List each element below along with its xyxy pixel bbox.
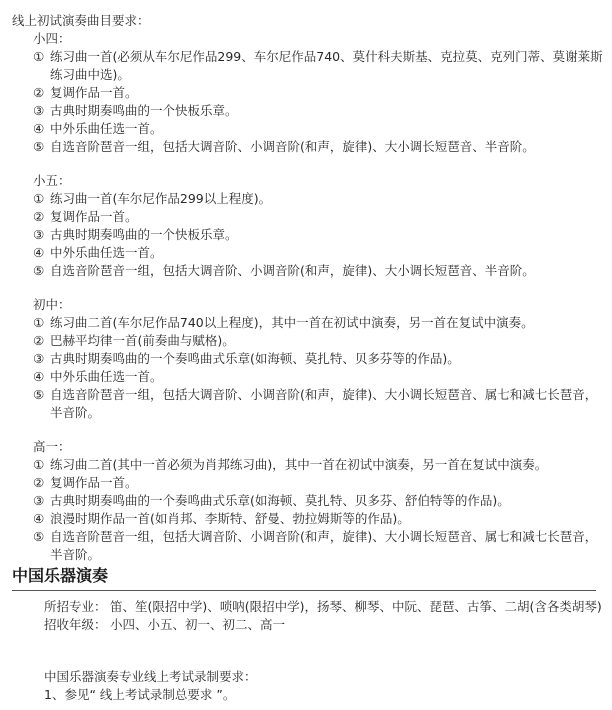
group-title: 小四： — [33, 31, 71, 46]
major-value: 笛、笙(限招中学)、唢呐(限招中学)，扬琴、柳琴、中阮、琵琶、古筝、二胡(含各类胡琴) — [110, 599, 602, 614]
item-text: 巴赫平均律一首(前奏曲与赋格)。 — [50, 333, 235, 348]
grade-group-xiaosi — [33, 30, 603, 156]
list-item — [33, 244, 603, 262]
item-number: ② — [33, 475, 45, 490]
grade-label: 招收年级： — [44, 617, 107, 632]
list-item — [33, 48, 603, 84]
grade-group-chuzhong — [33, 296, 603, 422]
item-text: 练习曲一首(车尔尼作品299以上程度)。 — [50, 191, 272, 206]
list-item — [33, 386, 603, 422]
list-item — [33, 528, 603, 564]
intro-heading: 线上初试演奏曲目要求： — [12, 13, 150, 28]
major-label: 所招专业： — [44, 599, 107, 614]
list-item — [33, 84, 603, 102]
recording-note — [44, 668, 604, 704]
item-number: ④ — [33, 245, 45, 260]
item-number: ④ — [33, 369, 45, 384]
note-item: 1、参见“ 线上考试录制总要求 ”。 — [44, 687, 236, 702]
group-title: 高一： — [33, 439, 71, 454]
list-item — [33, 120, 603, 138]
list-item — [33, 350, 603, 368]
section-heading: 中国乐器演奏 — [12, 566, 596, 591]
item-number: ③ — [33, 493, 45, 508]
item-number: ① — [33, 191, 45, 206]
item-text: 古典时期奏鸣曲的一个奏鸣曲式乐章(如海顿、莫扎特、贝多芬等的作品)。 — [50, 351, 460, 366]
major-row — [44, 598, 604, 616]
item-number: ② — [33, 209, 45, 224]
item-number: ④ — [33, 511, 45, 526]
list-item — [33, 510, 603, 528]
list-item — [33, 332, 603, 350]
item-text: 古典时期奏鸣曲的一个快板乐章。 — [50, 103, 238, 118]
item-text: 练习曲二首(车尔尼作品740以上程度)，其中一首在初试中演奏，另一首在复试中演奏。 — [50, 315, 534, 330]
item-number: ② — [33, 85, 45, 100]
item-text: 中外乐曲任选一首。 — [50, 121, 163, 136]
item-text: 复调作品一首。 — [50, 85, 138, 100]
list-item — [33, 138, 603, 156]
item-number: ⑤ — [33, 387, 45, 402]
requirement-list — [33, 190, 603, 280]
item-text: 古典时期奏鸣曲的一个快板乐章。 — [50, 227, 238, 242]
list-item — [33, 262, 603, 280]
grade-group-xiaowu — [33, 172, 603, 280]
requirement-list — [33, 48, 603, 156]
item-number: ① — [33, 315, 45, 330]
item-text: 中外乐曲任选一首。 — [50, 369, 163, 384]
item-number: ③ — [33, 227, 45, 242]
item-text: 中外乐曲任选一首。 — [50, 245, 163, 260]
item-text: 自选音阶琶音一组，包括大调音阶、小调音阶(和声，旋律)、大小调长短琶音、属七和减七长琶音，半音阶。 — [50, 529, 598, 562]
item-number: ① — [33, 49, 45, 64]
item-text: 古典时期奏鸣曲的一个奏鸣曲式乐章(如海顿、莫扎特、贝多芬、舒伯特等的作品)。 — [50, 493, 510, 508]
list-item — [33, 208, 603, 226]
list-item — [33, 314, 603, 332]
list-item — [33, 368, 603, 386]
item-text: 自选音阶琶音一组，包括大调音阶、小调音阶(和声，旋律)、大小调长短琶音、半音阶。 — [50, 263, 535, 278]
item-text: 自选音阶琶音一组，包括大调音阶、小调音阶(和声，旋律)、大小调长短琶音、半音阶。 — [50, 139, 535, 154]
list-item — [33, 474, 603, 492]
list-item — [33, 190, 603, 208]
note-title: 中国乐器演奏专业线上考试录制要求： — [44, 669, 257, 684]
item-number: ④ — [33, 121, 45, 136]
group-title: 小五： — [33, 173, 71, 188]
enrollment-info — [44, 598, 604, 634]
item-text: 练习曲一首(必须从车尔尼作品299、车尔尼作品740、莫什科夫斯基、克拉莫、克列门蒂、莫谢莱斯练习曲中选)。 — [50, 49, 603, 82]
item-number: ⑤ — [33, 139, 45, 154]
item-number: ③ — [33, 351, 45, 366]
grade-value: 小四、小五、初一、初二、高一 — [110, 617, 286, 632]
item-text: 复调作品一首。 — [50, 209, 138, 224]
item-number: ⑤ — [33, 529, 45, 544]
item-text: 浪漫时期作品一首(如肖邦、李斯特、舒曼、勃拉姆斯等的作品)。 — [50, 511, 410, 526]
list-item — [33, 226, 603, 244]
item-number: ① — [33, 457, 45, 472]
list-item — [33, 102, 603, 120]
group-title: 初中： — [33, 297, 71, 312]
item-number: ⑤ — [33, 263, 45, 278]
grade-group-gaoyi — [33, 438, 603, 564]
requirement-list — [33, 456, 603, 564]
item-text: 自选音阶琶音一组，包括大调音阶、小调音阶(和声，旋律)、大小调长短琶音、属七和减七长琶音，半音阶。 — [50, 387, 598, 420]
grade-row — [44, 616, 604, 634]
item-number: ② — [33, 333, 45, 348]
requirement-list — [33, 314, 603, 422]
grade-groups — [33, 30, 603, 580]
item-number: ③ — [33, 103, 45, 118]
list-item — [33, 492, 603, 510]
list-item — [33, 456, 603, 474]
item-text: 复调作品一首。 — [50, 475, 138, 490]
item-text: 练习曲二首(其中一首必须为肖邦练习曲)，其中一首在初试中演奏，另一首在复试中演奏。 — [50, 457, 548, 472]
